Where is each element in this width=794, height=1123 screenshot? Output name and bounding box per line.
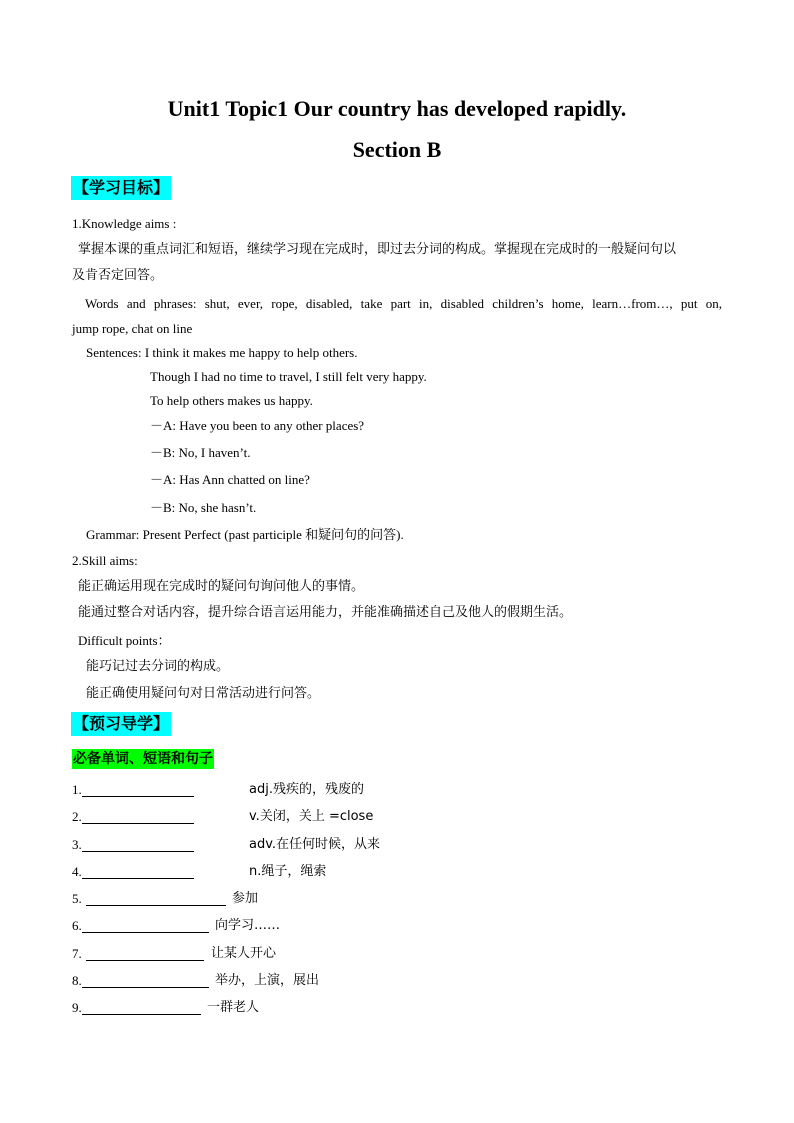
skill-aim-2: 能通过整合对话内容，提升综合语言运用能力，并能准确描述自己及他人的假期生活。 (78, 605, 573, 620)
skill-aims-label: 2.Skill aims: (72, 553, 138, 568)
sentence-3: To help others makes us happy. (150, 393, 313, 408)
item-definition: v.关闭，关上 =close (249, 809, 374, 824)
sentence-2: Though I had no time to travel, I still felt very happy. (150, 369, 427, 384)
section-title: Section B (352, 137, 442, 162)
difficult-points-label: Difficult points： (78, 633, 171, 648)
document-title: Unit1 Topic1 Our country has developed rapidly. (167, 96, 627, 121)
skill-aim-1: 能正确运用现在完成时的疑问句询问他人的事情。 (78, 579, 365, 594)
sentence-4: －A: Have you been to any other places? (150, 418, 365, 433)
sentence-7: －B: No, she hasn’t. (150, 500, 257, 515)
knowledge-aims-label: 1.Knowledge aims : (72, 216, 177, 231)
answer-blank[interactable] (82, 782, 194, 797)
item-definition: n.绳子，绳索 (249, 864, 327, 879)
difficult-point-1: 能巧记过去分词的构成。 (86, 659, 230, 674)
answer-blank[interactable] (82, 918, 209, 933)
words-phrases-line-1: Words and phrases: shut, ever, rope, disabled, take part in, disabled children’s home, learn…from…, put on, (85, 296, 722, 311)
item-number: 7. (72, 946, 82, 961)
item-number: 9. (72, 1000, 82, 1015)
item-number: 6. (72, 918, 82, 933)
item-number: 5. (72, 891, 82, 906)
item-definition: 举办，上演，展出 (215, 973, 320, 988)
item-number: 3. (72, 837, 82, 852)
item-definition: adv.在任何时候，从来 (249, 837, 381, 852)
item-definition: 参加 (232, 891, 259, 906)
knowledge-aims-text-1: 掌握本课的重点词汇和短语，继续学习现在完成时，即过去分词的构成。掌握现在完成时的一般疑问句以 (78, 242, 677, 257)
item-definition: 一群老人 (207, 1000, 260, 1015)
answer-blank[interactable] (86, 946, 204, 961)
words-phrases-line-2: jump rope, chat on line (72, 321, 193, 336)
item-definition: 向学习…… (215, 918, 281, 933)
vocabulary-subheader: 必备单词、短语和句子 (73, 751, 213, 767)
answer-blank[interactable] (82, 809, 194, 824)
item-number: 1. (72, 782, 82, 797)
knowledge-aims-text-2: 及肯否定回答。 (72, 268, 164, 283)
answer-blank[interactable] (82, 1000, 201, 1015)
grammar-line: Grammar: Present Perfect (past participle 和疑问句的问答). (86, 527, 404, 542)
answer-blank[interactable] (86, 891, 226, 906)
item-number: 2. (72, 809, 82, 824)
answer-blank[interactable] (82, 864, 194, 879)
answer-blank[interactable] (82, 973, 209, 988)
sentence-6: －A: Has Ann chatted on line? (150, 472, 310, 487)
learning-goals-header: 【学习目标】 (71, 176, 171, 200)
item-definition: 让某人开心 (211, 946, 277, 961)
preview-guide-header: 【预习导学】 (71, 712, 171, 736)
sentences-label: Sentences: I think it makes me happy to help others. (86, 345, 358, 360)
item-number: 8. (72, 973, 82, 988)
item-definition: adj.残疾的，残废的 (249, 782, 364, 797)
sentence-5: －B: No, I haven’t. (150, 445, 251, 460)
difficult-point-2: 能正确使用疑问句对日常活动进行问答。 (86, 686, 321, 701)
answer-blank[interactable] (82, 837, 194, 852)
item-number: 4. (72, 864, 82, 879)
